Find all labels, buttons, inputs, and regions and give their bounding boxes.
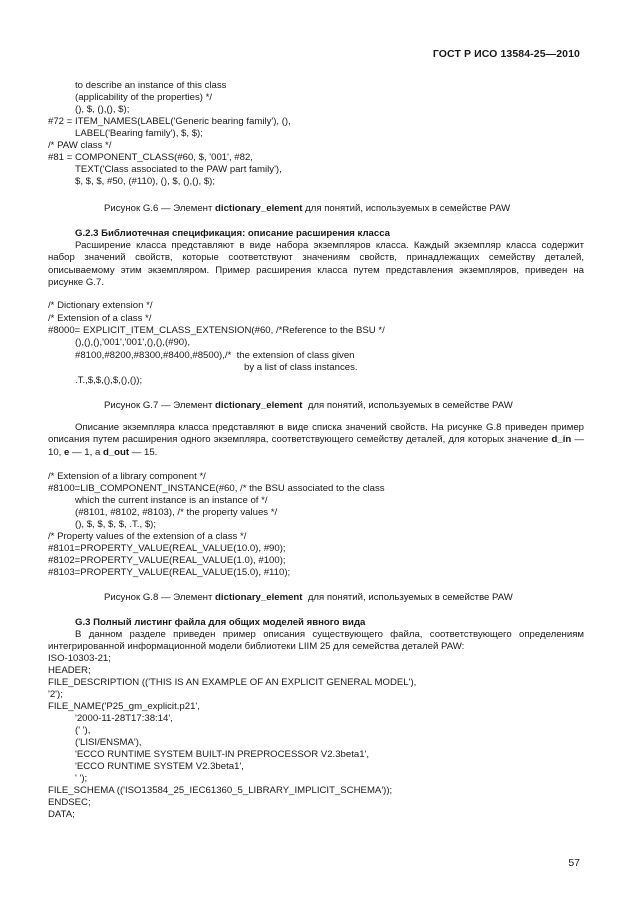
code-line: (applicability of the properties) */ <box>75 92 213 103</box>
code-line: by a list of class instances. <box>244 362 358 373</box>
code-line: ' '); <box>75 773 88 784</box>
code-line: ENDSEC; <box>48 797 91 808</box>
code-line: #72 = ITEM_NAMES(LABEL('Generic bearing family'), (), <box>48 116 291 127</box>
code-line: to describe an instance of this class <box>75 80 227 91</box>
code-line: #8103=PROPERTY_VALUE(REAL_VALUE(15.0), #110); <box>48 567 291 578</box>
code-line: '2'); <box>48 689 63 700</box>
code-line: ISO-10303-21; <box>48 653 111 664</box>
code-line: $, $, $, #50, (#110), (), $, (),(), $); <box>75 176 216 187</box>
code-line: (), $, (),(), $); <box>75 104 130 115</box>
code-line: which the current instance is an instance of */ <box>75 495 268 506</box>
code-line: /* Property values of the extension of a class */ <box>48 531 247 542</box>
code-line: FILE_NAME('P25_gm_explicit.p21', <box>48 701 200 712</box>
figure-caption-g6: Рисунок G.6 — Элемент dictionary_element для понятий, используемых в семействе PAW <box>104 203 511 214</box>
code-line: FILE_DESCRIPTION (('THIS IS AN EXAMPLE OF AN EXPLICIT GENERAL MODEL'), <box>48 677 417 688</box>
code-line: (#8101, #8102, #8103), /* the property values */ <box>75 507 278 518</box>
code-line: /* Extension of a library component */ <box>48 471 206 482</box>
code-line: 'ECCO RUNTIME SYSTEM V2.3beta1', <box>75 761 244 772</box>
code-line: HEADER; <box>48 665 91 676</box>
paragraph: В данном разделе приведен пример описания существующего файла, соответствующего определениям интегрированной информационной модели библиотеки LIIM 25 для семейства деталей PAW: <box>48 629 584 653</box>
code-line: 'ECCO RUNTIME SYSTEM BUILT-IN PREPROCESSOR V2.3beta1', <box>75 749 370 760</box>
paragraph: Описание экземпляра класса представляют в виде списка значений свойств. На рисунке G.8 приведен пример описания путем расширения одного экземпляра, соответствующего семейству деталей, для которых значение d_in — 10, e — 1, а d_out — 15. <box>48 422 584 458</box>
section-title-g23: G.2.3 Библиотечная спецификация: описание расширения класса <box>75 228 391 239</box>
code-line: (), $, $, $, $, .T., $); <box>75 519 157 530</box>
code-line: FILE_SCHEMA (('ISO13584_25_IEC61360_5_LIBRARY_IMPLICIT_SCHEMA')); <box>48 785 393 796</box>
code-line: LABEL('Bearing family'), $, $); <box>75 128 203 139</box>
section-title-g3: G.3 Полный листинг файла для общих моделей явного вида <box>75 617 366 628</box>
figure-caption-g7: Рисунок G.7 — Элемент dictionary_element для понятий, используемых в семействе PAW <box>104 400 513 411</box>
code-line: (),(),(),'001','001',(),(),(#90), <box>75 337 191 348</box>
code-line: .T.,$,$,(),$,(),()); <box>75 375 143 386</box>
code-line: /* Extension of a class */ <box>48 313 152 324</box>
code-line: #8101=PROPERTY_VALUE(REAL_VALUE(10.0), #90); <box>48 543 286 554</box>
page-number: 57 <box>568 857 580 869</box>
code-line: /* PAW class */ <box>48 140 112 151</box>
code-line: DATA; <box>48 809 75 820</box>
code-line: #8000= EXPLICIT_ITEM_CLASS_EXTENSION(#60, /*Reference to the BSU */ <box>48 325 385 336</box>
code-line: #8102=PROPERTY_VALUE(REAL_VALUE(1.0), #100); <box>48 555 286 566</box>
code-line: ('LISI/ENSMA'), <box>75 737 142 748</box>
paragraph: Расширение класса представляют в виде набора экземпляров класса. Каждый экземпляр класса содержит набор значений свойств, которые соответствуют значениям свойств, принадлежащих семейству деталей, описываемому этим экземпляром. Пример расширения класса путем представления экземпляров, приведен на рисунке G.7. <box>48 240 584 289</box>
code-line: #8100=LIB_COMPONENT_INSTANCE(#60, /* the BSU associated to the class <box>48 483 385 494</box>
code-line: #8100,#8200,#8300,#8400,#8500),/* the extension of class given <box>75 350 355 361</box>
code-line: #81 = COMPONENT_CLASS(#60, $, '001', #82, <box>48 152 253 163</box>
code-line: TEXT('Class associated to the PAW part family'), <box>75 164 282 175</box>
code-line: /* Dictionary extension */ <box>48 300 153 311</box>
code-line: '2000-11-28T17:38:14', <box>75 713 173 724</box>
code-line: (' '), <box>75 725 91 736</box>
document-header: ГОСТ Р ИСО 13584-25—2010 <box>432 48 580 60</box>
figure-caption-g8: Рисунок G.8 — Элемент dictionary_element для понятий, используемых в семействе PAW <box>104 592 513 603</box>
